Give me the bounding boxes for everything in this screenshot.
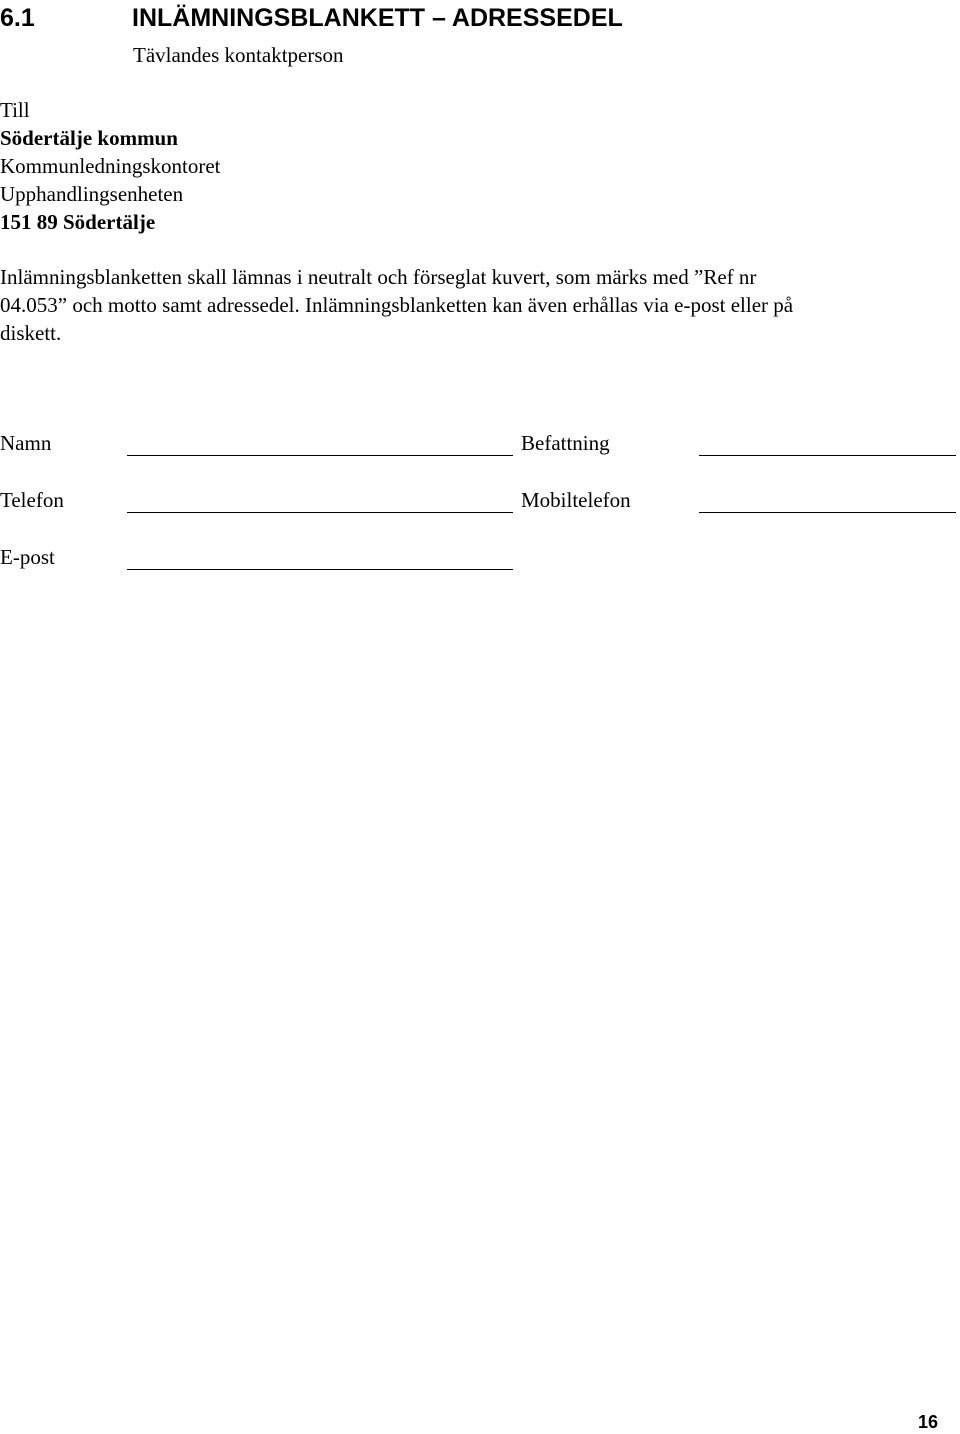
- position-field[interactable]: [699, 455, 956, 456]
- email-label: E-post: [0, 545, 55, 569]
- page-subtitle: Tävlandes kontaktperson: [133, 43, 344, 67]
- recipient-address: [0, 96, 220, 236]
- instructions-line-2: 04.053” och motto samt adressedel. Inlämningsblanketten kan även erhållas via e-post eller på: [0, 293, 794, 317]
- section-number: 6.1: [0, 4, 35, 32]
- name-label: Namn: [0, 431, 52, 455]
- page-title: INLÄMNINGSBLANKETT – ADRESSEDEL: [132, 4, 623, 32]
- name-field[interactable]: [127, 455, 513, 456]
- email-field[interactable]: [127, 569, 513, 570]
- instructions-line-3: diskett.: [0, 321, 62, 345]
- address-line-organization: Södertälje kommun: [0, 126, 178, 150]
- address-line-postal: 151 89 Södertälje: [0, 210, 156, 234]
- phone-label: Telefon: [0, 488, 64, 512]
- address-line-till: Till: [0, 98, 30, 122]
- page-number: 16: [918, 1412, 939, 1432]
- mobile-field[interactable]: [699, 512, 956, 513]
- instructions-paragraph: [0, 263, 955, 347]
- position-label: Befattning: [521, 431, 610, 455]
- address-line-unit: Upphandlingsenheten: [0, 182, 184, 206]
- address-line-department: Kommunledningskontoret: [0, 154, 221, 178]
- phone-field[interactable]: [127, 512, 513, 513]
- mobile-label: Mobiltelefon: [521, 488, 631, 512]
- instructions-line-1: Inlämningsblanketten skall lämnas i neutralt och förseglat kuvert, som märks med ”Ref nr: [0, 265, 757, 289]
